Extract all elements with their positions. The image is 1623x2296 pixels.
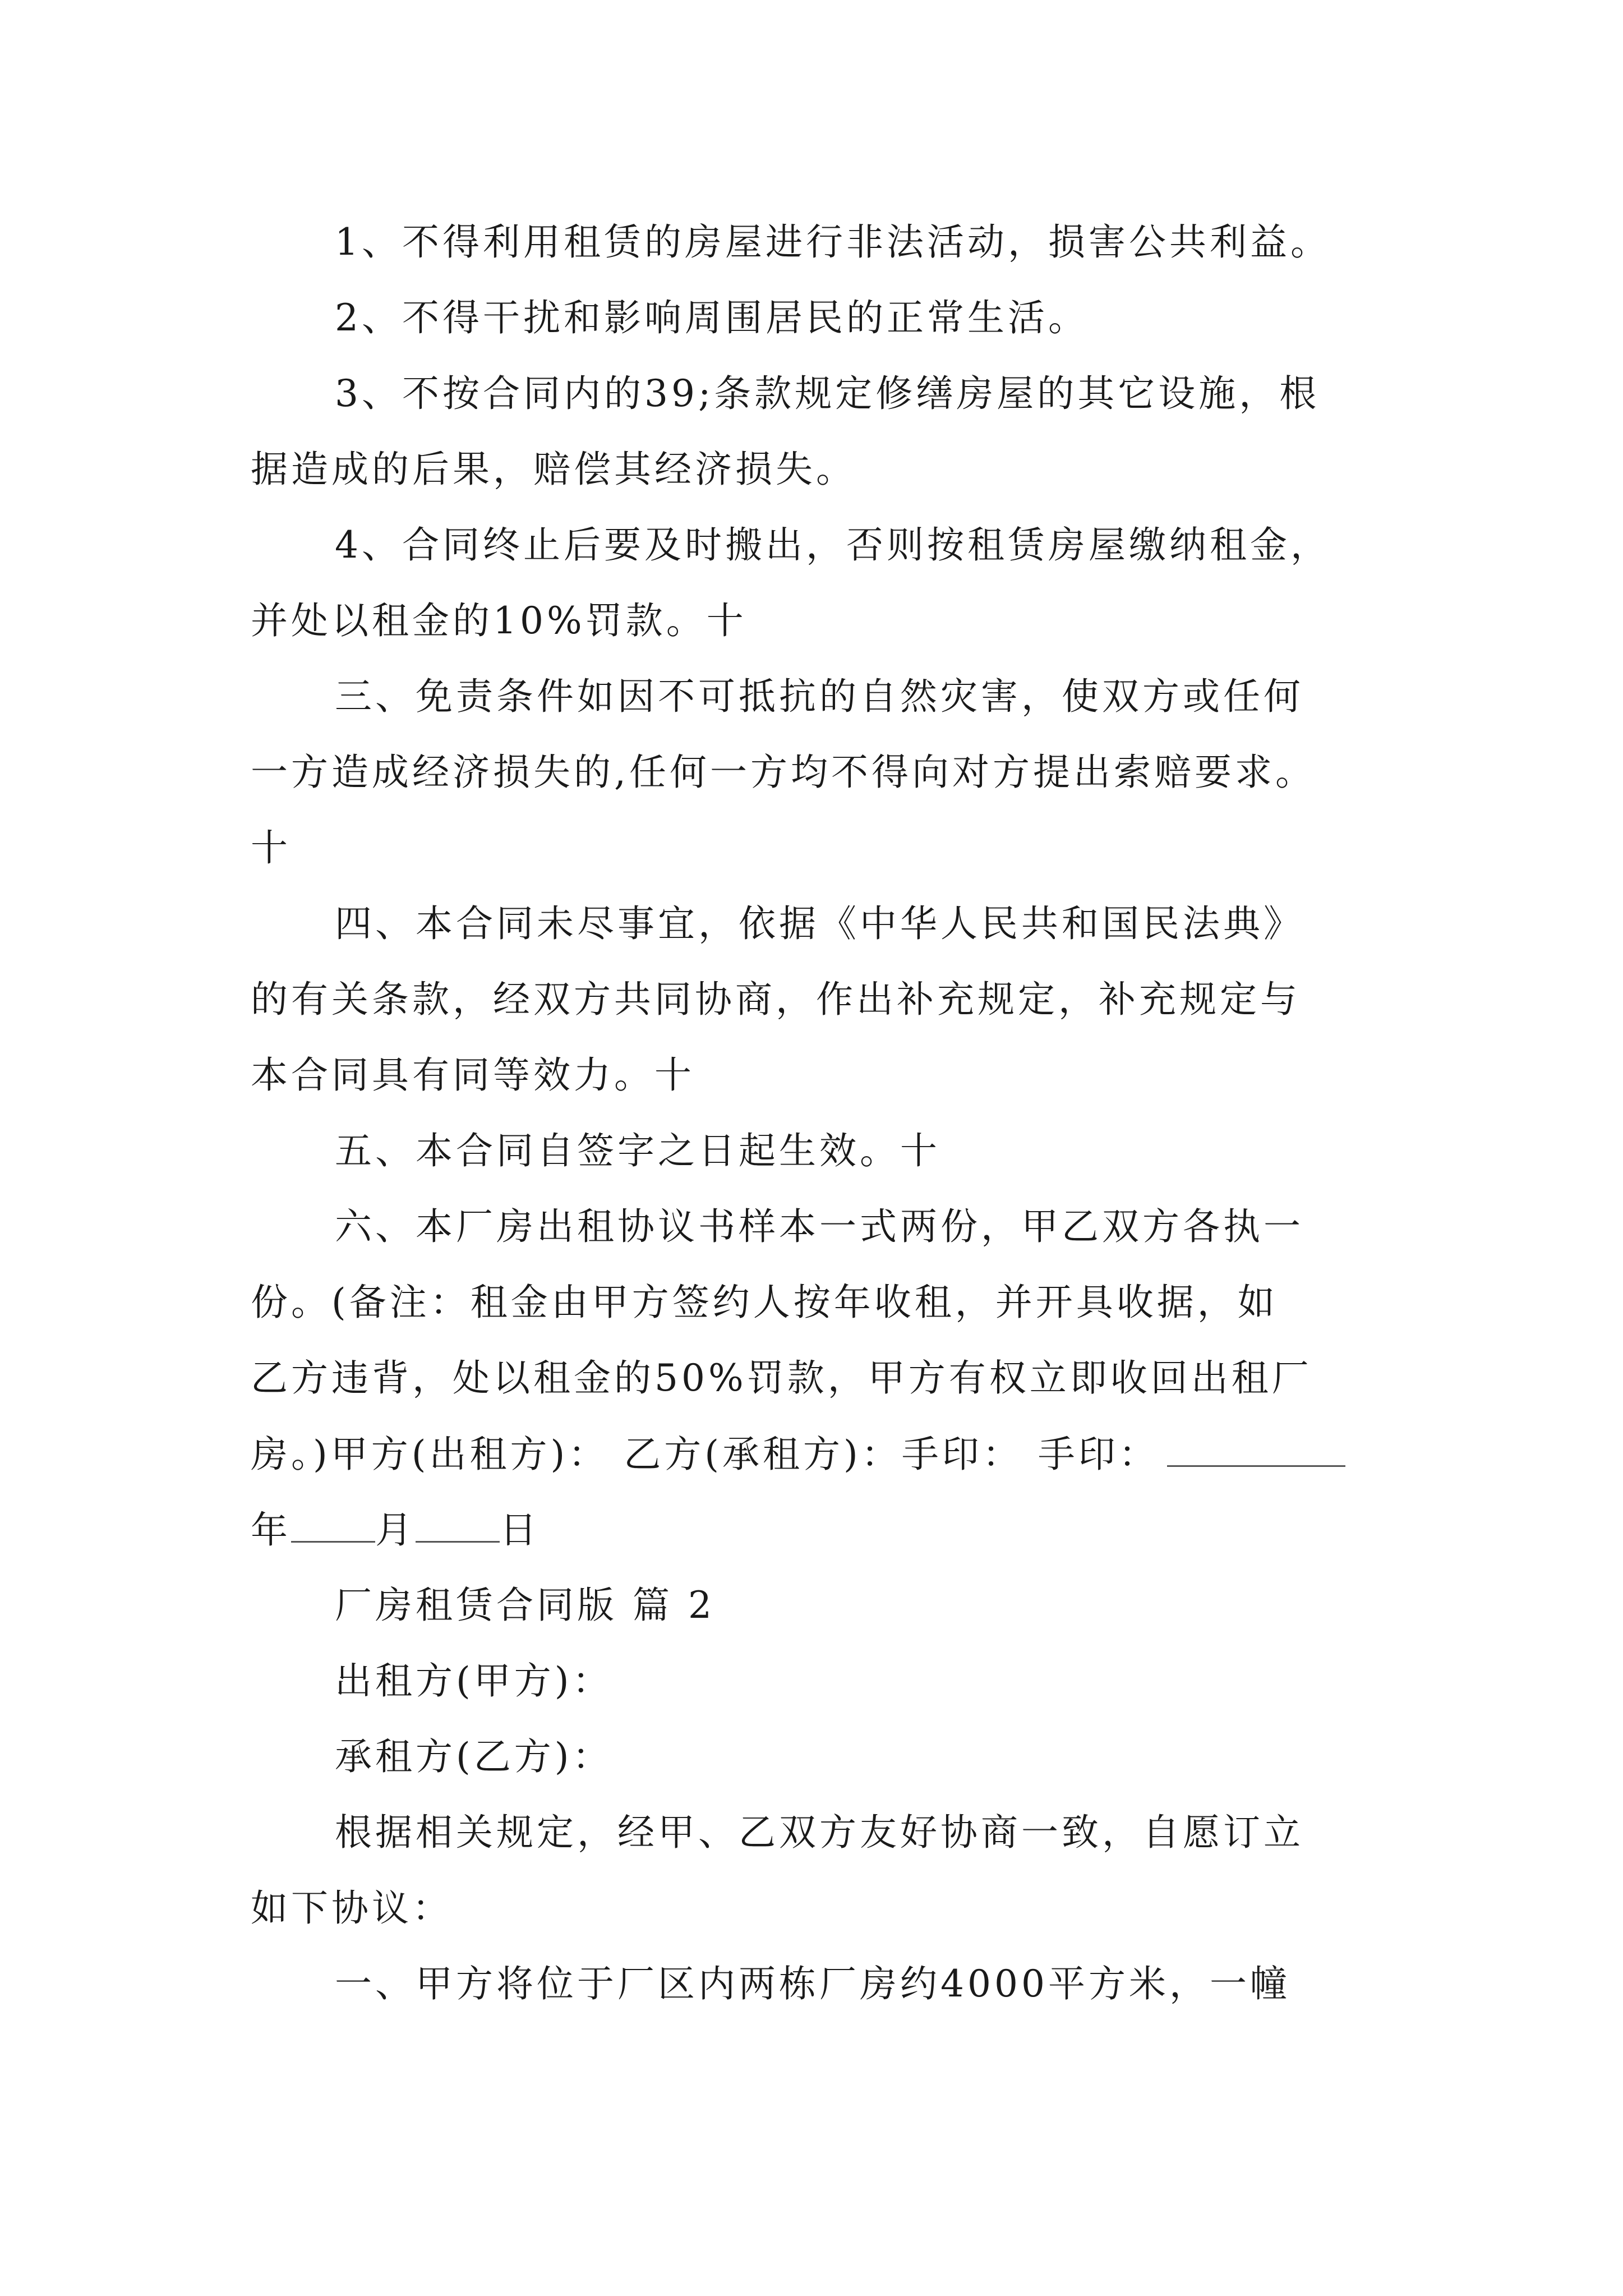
date-year-label: 年: [251, 1508, 291, 1552]
date-line: [251, 1507, 540, 1552]
intro-line-2: 如下协议：: [251, 1887, 453, 1930]
clause-line-3: 3、不按合同内的39;条款规定修缮房屋的其它设施，根: [335, 372, 1320, 415]
signature-text: 房。)甲方(出租方)： 乙方(承租方)：手印： 手印：: [251, 1433, 1159, 1476]
lessor-line: 出租方(甲方)：: [335, 1659, 613, 1703]
date-month-label: 月: [375, 1508, 416, 1552]
signature-blank: [1167, 1432, 1345, 1467]
signature-line: [251, 1432, 1345, 1476]
clause-line-10: 四、本合同未尽事宜，依据《中华人民共和国民法典》: [335, 902, 1304, 945]
clause-line-16: 乙方违背，处以租金的50%罚款，甲方有权立即收回出租厂: [251, 1356, 1312, 1400]
section-heading: 厂房租赁合同版 篇 2: [335, 1584, 715, 1627]
clause-line-11: 的有关条款，经双方共同协商，作出补充规定，补充规定与: [251, 978, 1301, 1021]
clause-line-14: 六、本厂房出租协议书样本一式两份，甲乙双方各执一: [335, 1205, 1304, 1248]
clause-line-1: 1、不得利用租赁的房屋进行非法活动，损害公共利益。: [335, 220, 1331, 264]
date-month-blank: [291, 1507, 375, 1543]
date-day-blank: [416, 1507, 500, 1543]
clause-line-15: 份。(备注：租金由甲方签约人按年收租，并开具收据，如: [251, 1281, 1278, 1324]
clause-line-7: 三、免责条件如因不可抵抗的自然灾害，使双方或任何: [335, 675, 1304, 718]
clause-line-8: 一方造成经济损失的,任何一方均不得向对方提出索赔要求。: [251, 751, 1316, 794]
clause-line-13: 五、本合同自签字之日起生效。十: [335, 1129, 940, 1172]
date-day-label: 日: [500, 1508, 540, 1552]
clause-one-line: 一、甲方将位于厂区内两栋厂房约4000平方米，一幢: [335, 1962, 1290, 2005]
clause-line-6: 并处以租金的10%罚款。十: [251, 599, 747, 642]
clause-line-2: 2、不得干扰和影响周围居民的正常生活。: [335, 296, 1089, 339]
intro-line-1: 根据相关规定，经甲、乙双方友好协商一致，自愿订立: [335, 1811, 1304, 1854]
clause-line-12: 本合同具有同等效力。十: [251, 1053, 695, 1097]
clause-line-9: 十: [251, 826, 291, 869]
clause-line-4: 据造成的后果，赔偿其经济损失。: [251, 448, 856, 491]
lessee-line: 承租方(乙方)：: [335, 1735, 613, 1778]
clause-line-5: 4、合同终止后要及时搬出，否则按租赁房屋缴纳租金，: [335, 523, 1331, 567]
